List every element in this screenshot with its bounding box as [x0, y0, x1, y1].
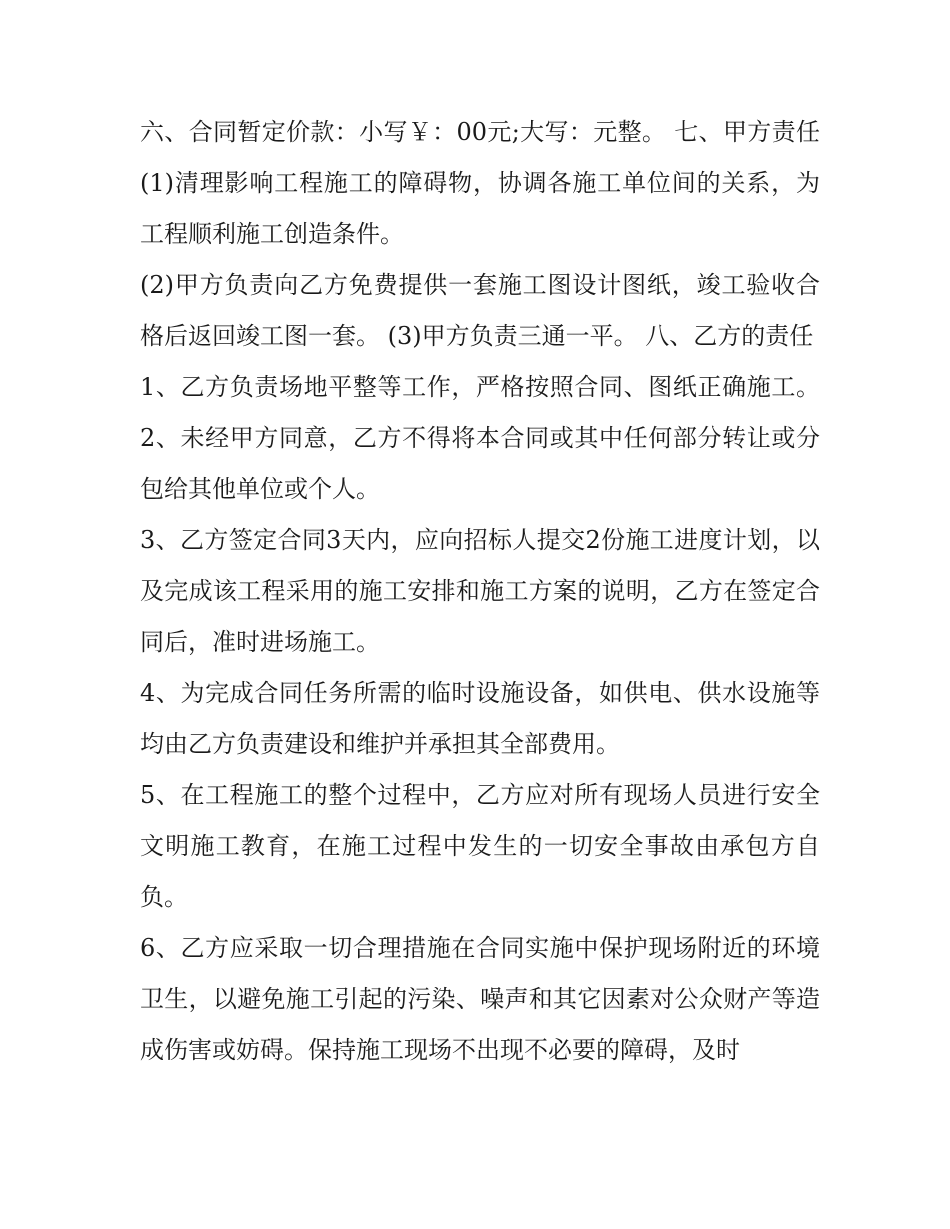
paragraph-party-b-item-5: 5、在工程施工的整个过程中，乙方应对所有现场人员进行安全文明施工教育，在施工过程中发生的一切安全事故由承包方自负。 [140, 781, 820, 911]
paragraph-party-b-item-1-2: 1、乙方负责场地平整等工作，严格按照合同、图纸正确施工。 2、未经甲方同意，乙方不得将本合同或其中任何部分转让或分包给其他单位或个人。 [140, 373, 820, 503]
paragraph-party-b-item-6: 6、乙方应采取一切合理措施在合同实施中保护现场附近的环境卫生，以避免施工引起的污染、噪声和其它因素对公众财产等造成伤害或妨碍。保持施工现场不出现不必要的障碍，及时 [140, 934, 820, 1064]
paragraph-contract-price-and-party-a-duties: 六、合同暂定价款：小写￥：00元;大写：元整。 七、甲方责任 (1)清理影响工程施工的障碍物，协调各施工单位间的关系，为工程顺利施工创造条件。 [140, 118, 820, 248]
document-body [140, 107, 820, 1076]
paragraph-party-b-item-4: 4、为完成合同任务所需的临时设施设备，如供电、供水设施等均由乙方负责建设和维护并承担其全部费用。 [140, 679, 820, 758]
paragraph-party-a-drawings: (2)甲方负责向乙方免费提供一套施工图设计图纸，竣工验收合格后返回竣工图一套。 (3)甲方负责三通一平。 八、乙方的责任 [140, 271, 820, 350]
paragraph-party-b-item-3: 3、乙方签定合同3天内，应向招标人提交2份施工进度计划，以及完成该工程采用的施工安排和施工方案的说明，乙方在签定合同后，准时进场施工。 [140, 526, 820, 656]
